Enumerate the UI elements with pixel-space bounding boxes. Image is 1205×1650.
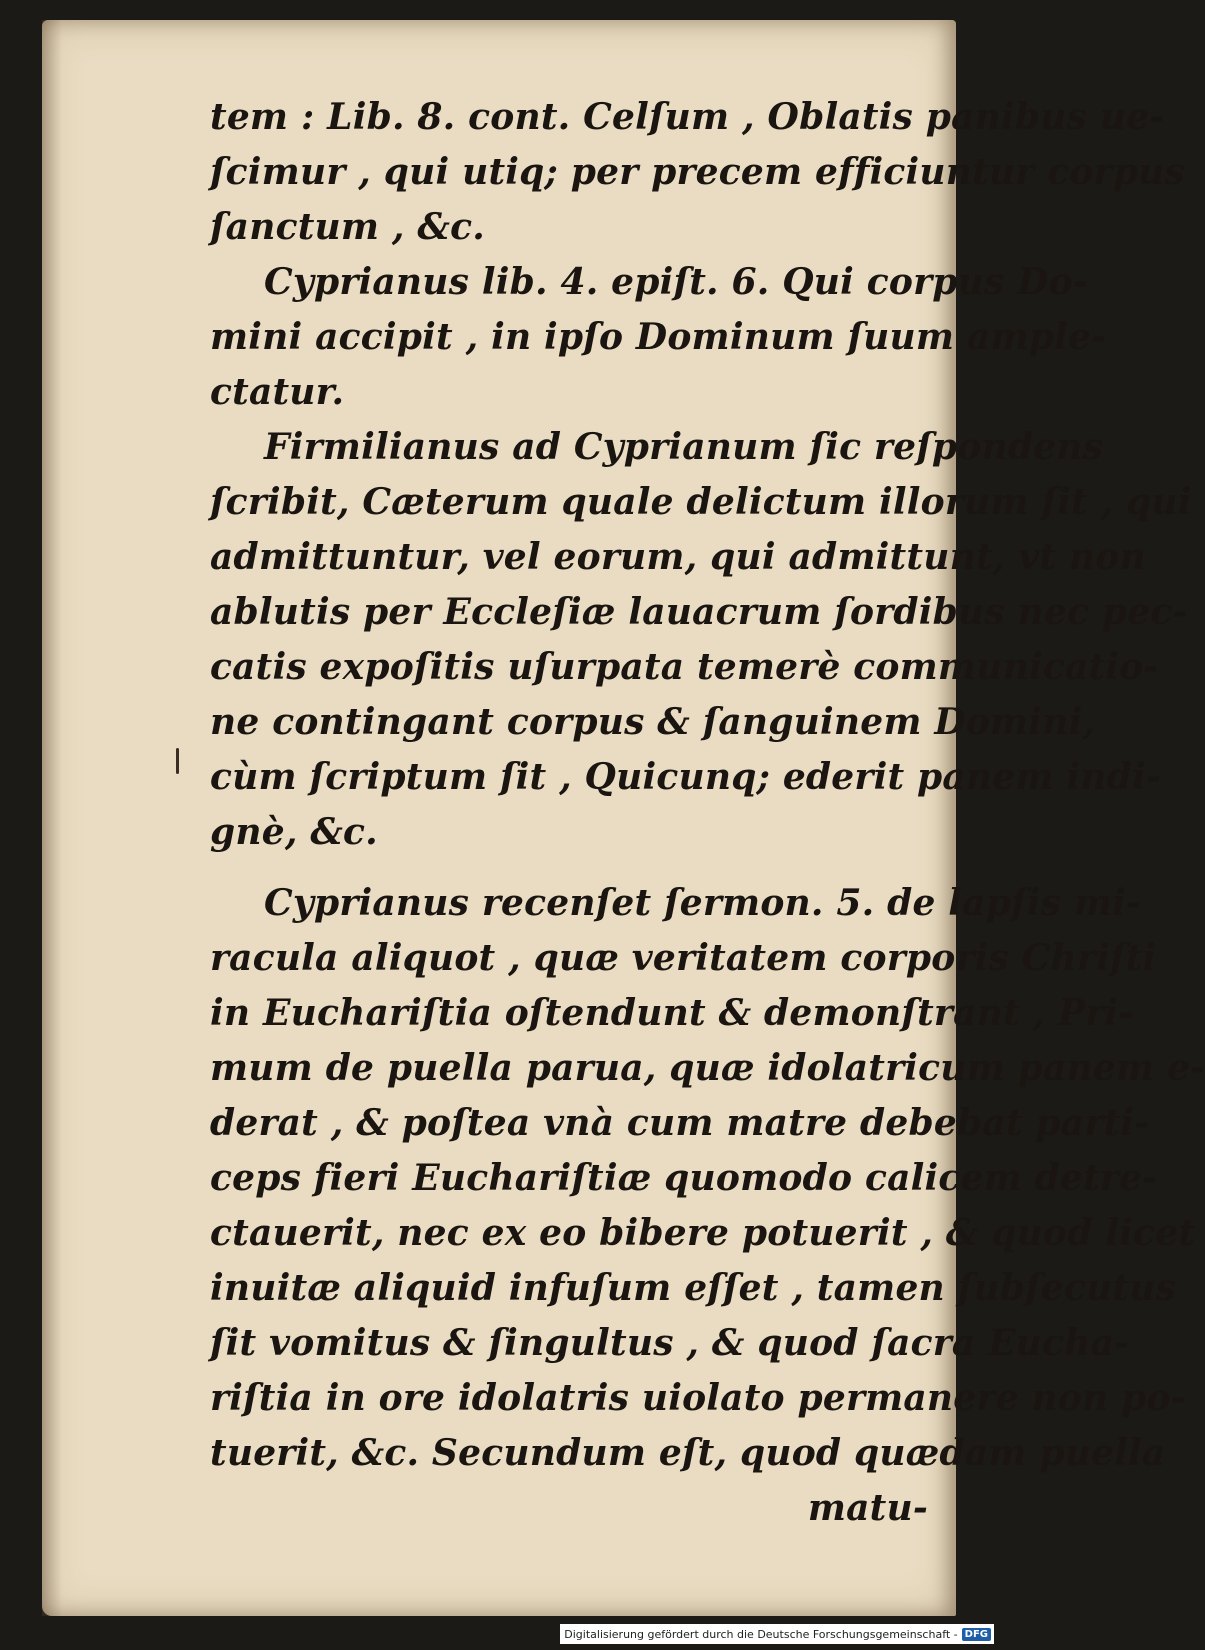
credit-text: Digitalisierung gefördert durch die Deutsche Forschungsgemeinschaft - (564, 1627, 958, 1641)
text-line: in Euchariſtia oſtendunt & demonſtrant , Pri- (210, 992, 1134, 1034)
paragraph (210, 420, 1192, 860)
book-page (42, 20, 1205, 1616)
text-line: inuitæ aliquid infuſum eſſet , tamen ſubſecutus (210, 1267, 1177, 1309)
text-line: ctauerit, nec ex eo bibere potuerit , & quod licet (210, 1212, 1196, 1254)
text-line: riſtia in ore idolatris uiolato permanere non po- (210, 1377, 1186, 1419)
text-line: ne contingant corpus & ſanguinem Domini, (210, 701, 1096, 743)
catchword: matu- (807, 1487, 928, 1529)
text-line: ceps fieri Euchariſtiæ quomodo calicem detre- (210, 1157, 1158, 1199)
text-line: Firmilianus ad Cyprianum ſic reſpondens (264, 426, 1104, 468)
text-line: ſanctum , &c. (210, 206, 485, 248)
text-line: tem : Lib. 8. cont. Celſum , Oblatis panibus ue- (210, 96, 1165, 138)
text-line: ſcimur , qui utiq; per precem efficiuntur corpus (210, 151, 1185, 193)
digitization-credit (560, 1624, 994, 1644)
text-line: derat , & poſtea vnà cum matre debebat parti- (210, 1102, 1150, 1144)
text-line: racula aliquot , quæ veritatem corporis Chriſti (210, 937, 1157, 979)
margin-mark (176, 748, 179, 774)
text-line: mum de puella parua, quæ idolatricum panem e- (210, 1047, 1205, 1089)
text-line: tuerit, &c. Secundum eſt, quod quædam puella (210, 1432, 1166, 1474)
text-line: gnè, &c. (210, 811, 378, 853)
text-line: Cyprianus lib. 4. epiſt. 6. Qui corpus Do- (264, 261, 1088, 303)
text-line: ablutis per Eccleſiæ lauacrum ſordibus nec pec- (210, 591, 1188, 633)
page-text (210, 90, 1205, 1536)
paragraph (210, 255, 1107, 420)
text-line: ſit vomitus & ſingultus , & quod ſacra Eucha- (210, 1322, 1130, 1364)
text-line: catis expoſitis uſurpata temerè communicatio- (210, 646, 1159, 688)
dfg-logo-icon: DFG (962, 1628, 991, 1641)
paragraph-gap (210, 860, 928, 876)
text-line: mini accipit , in ipſo Dominum ſuum ample- (210, 316, 1107, 358)
text-line: ſcribit, Cæterum quale delictum illorum ſit , qui (210, 481, 1192, 523)
text-line: cùm ſcriptum ſit , Quicunq; ederit panem indi- (210, 756, 1162, 798)
text-line: Cyprianus recenſet ſermon. 5. de lapſis mi- (264, 882, 1142, 924)
paragraph (210, 876, 1205, 1481)
paragraph (210, 90, 1185, 255)
text-line: admittuntur, vel eorum, qui admittunt, vt non (210, 536, 1146, 578)
text-line: ctatur. (210, 371, 345, 413)
